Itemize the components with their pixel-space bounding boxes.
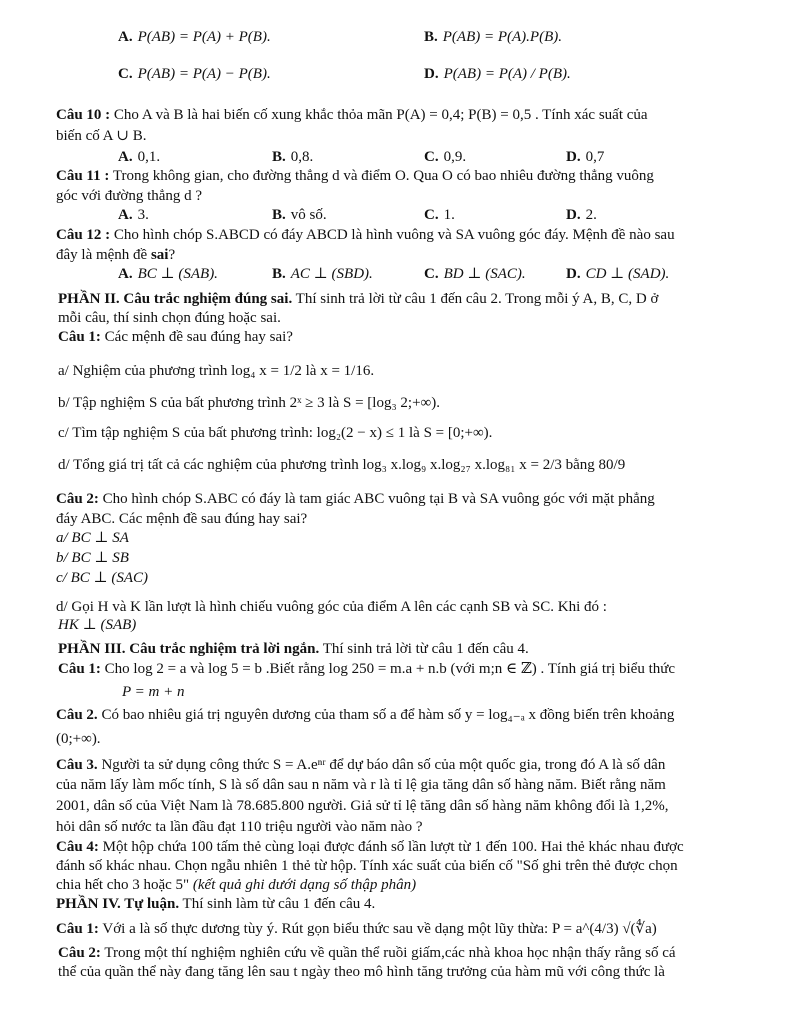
part3-q4-note: (kết quả ghi dưới dạng số thập phân) xyxy=(192,877,417,893)
question-text: Trong một thí nghiệm nghiên cứu về quần thể ruồi giấm,các nhà khoa học nhận thấy rằng số cá xyxy=(100,945,676,961)
option-text: 0,9. xyxy=(443,149,467,165)
option-text: 0,1. xyxy=(137,149,161,165)
question-label: Câu 2: xyxy=(58,945,101,961)
part4-heading: PHẦN IV. Tự luận. xyxy=(56,896,180,912)
part4-q1 xyxy=(56,920,657,939)
q11-line2: góc với đường thẳng d ? xyxy=(56,188,203,204)
part4-q2-line1 xyxy=(58,944,676,963)
part3-q3-line2: của năm lấy làm mốc tính, S là số dân sau n năm và r là tỉ lệ gia tăng dân số hàng năm. Biết rằng năm xyxy=(56,777,666,793)
option-text: 1. xyxy=(443,207,455,223)
q11-option-b xyxy=(272,206,327,225)
q12-option-c xyxy=(424,265,526,284)
part3-q3-line1 xyxy=(56,756,665,775)
part2-q2a: a/ BC ⊥ SA xyxy=(56,530,129,546)
question-text: Cho log 2 = a và log 5 = b .Biết rằng log 250 = m.a + n.b (với m;n ∈ ℤ) . Tính giá trị biểu thức xyxy=(100,661,676,677)
question-label: Câu 11 : xyxy=(56,168,110,184)
q11-option-a xyxy=(118,206,149,225)
option-text: 2. xyxy=(585,207,597,223)
part3-q4-line3-text: chia hết cho 3 hoặc 5" xyxy=(56,877,193,893)
option-text: P(AB) = P(A) − P(B). xyxy=(137,66,271,82)
option-key: A. xyxy=(118,29,133,45)
q11-option-c xyxy=(424,206,455,225)
part2-q2b: b/ BC ⊥ SB xyxy=(56,550,129,566)
option-text: P(AB) = P(A) + P(B). xyxy=(137,29,271,45)
part3-q1-line2: P = m + n xyxy=(122,684,185,700)
option-text: CD ⊥ (SAD). xyxy=(585,266,670,282)
part3-q1-line1 xyxy=(58,660,675,679)
q12-line2-pre: đây là mệnh đề xyxy=(56,247,151,263)
part3-q4-line3 xyxy=(56,876,416,895)
part4-q2-line2: thể của quần thể này đang tăng lên sau t ngày theo mô hình tăng trưởng của hàm mũ với công thức là xyxy=(58,964,665,980)
q12-option-a xyxy=(118,265,218,284)
option-key: A. xyxy=(118,149,133,165)
q9-option-b xyxy=(424,28,562,47)
option-text: vô số. xyxy=(290,207,327,223)
q10-option-a xyxy=(118,148,160,167)
part2-q1c: c/ Tìm tập nghiệm S của bất phương trình: log₂(2 − x) ≤ 1 là S = [0;+∞). xyxy=(58,425,493,441)
option-text: 3. xyxy=(137,207,149,223)
q11-option-d xyxy=(566,206,597,225)
option-key: C. xyxy=(424,149,439,165)
question-label: Câu 12 : xyxy=(56,227,111,243)
q11-line1 xyxy=(56,167,654,186)
q12-line2-bold: sai xyxy=(150,247,169,263)
question-label: Câu 2. xyxy=(56,707,98,723)
part2-q1a: a/ Nghiệm của phương trình log₄ x = 1/2 là x = 1/16. xyxy=(58,363,375,379)
question-label: Câu 4: xyxy=(56,839,99,855)
part2-q2d: d/ Gọi H và K lần lượt là hình chiếu vuông góc của điểm A lên các cạnh SB và SC. Khi đó : xyxy=(56,599,607,615)
part2-q2c: c/ BC ⊥ (SAC) xyxy=(56,570,149,586)
part2-intro: Thí sinh trả lời từ câu 1 đến câu 2. Trong mỗi ý A, B, C, D ở xyxy=(292,291,659,307)
q12-line2 xyxy=(56,246,175,265)
part3-q3-line3: 2001, dân số của Việt Nam là 78.685.800 người. Giả sử tỉ lệ tăng dân số hàng năm không đổi là 1,2%, xyxy=(56,798,669,814)
option-key: A. xyxy=(118,207,133,223)
part2-heading-line xyxy=(58,290,658,309)
option-text: BD ⊥ (SAC). xyxy=(443,266,526,282)
part3-heading: PHẦN III. Câu trắc nghiệm trả lời ngắn. xyxy=(58,641,320,657)
part3-q4-line1 xyxy=(56,838,684,857)
q9-option-d xyxy=(424,65,571,84)
option-text: AC ⊥ (SBD). xyxy=(290,266,373,282)
option-text: P(AB) = P(A) / P(B). xyxy=(443,66,571,82)
option-key: B. xyxy=(424,29,438,45)
part2-heading: PHẦN II. Câu trắc nghiệm đúng sai. xyxy=(58,291,293,307)
question-label: Câu 3. xyxy=(56,757,98,773)
option-key: C. xyxy=(424,207,439,223)
question-text: Trong không gian, cho đường thẳng d và điểm O. Qua O có bao nhiêu đường thẳng vuông xyxy=(112,168,654,184)
part3-intro: Thí sinh trả lời từ câu 1 đến câu 4. xyxy=(319,641,529,657)
part2-intro2: mỗi câu, thí sinh chọn đúng hoặc sai. xyxy=(58,310,281,326)
part4-intro: Thí sinh làm từ câu 1 đến câu 4. xyxy=(179,896,376,912)
part2-q1b: b/ Tập nghiệm S của bất phương trình 2ˣ ≥ 3 là S = [log₃ 2;+∞). xyxy=(58,395,440,411)
question-label: Câu 1: xyxy=(58,329,101,345)
question-text: Một hộp chứa 100 tấm thẻ cùng loại được đánh số lần lượt từ 1 đến 100. Hai thẻ khác nhau được xyxy=(98,839,684,855)
q10-option-c xyxy=(424,148,466,167)
q10-option-b xyxy=(272,148,313,167)
part3-q2-line2: (0;+∞). xyxy=(56,731,101,747)
q12-line1 xyxy=(56,226,675,245)
q12-option-b xyxy=(272,265,373,284)
q12-line2-post: ? xyxy=(168,247,176,263)
q12-option-d xyxy=(566,265,669,284)
option-key: D. xyxy=(566,149,581,165)
part2-q2-line1 xyxy=(56,490,655,509)
part2-q1d: d/ Tổng giá trị tất cả các nghiệm của phương trình log₃ x.log₉ x.log₂₇ x.log₈₁ x = 2/3 bằng 80/9 xyxy=(58,457,626,473)
part3-q3-line4: hỏi dân số nước ta lần đầu đạt 110 triệu người vào năm nào ? xyxy=(56,819,423,835)
option-key: B. xyxy=(272,149,286,165)
part2-q2d-math: HK ⊥ (SAB) xyxy=(58,617,137,633)
question-label: Câu 10 : xyxy=(56,107,111,123)
option-text: 0,8. xyxy=(290,149,314,165)
question-text: Cho hình chóp S.ABCD có đáy ABCD là hình vuông và SA vuông góc đáy. Mệnh đề nào sau xyxy=(113,227,675,243)
q10-line2: biến cố A ∪ B. xyxy=(56,128,147,144)
q9-option-a xyxy=(118,28,271,47)
question-text: Có bao nhiêu giá trị nguyên dương của tham số a để hàm số y = log₄₋ₐ x đồng biến trên khoảng xyxy=(97,707,675,723)
part2-q1 xyxy=(58,328,293,347)
part4-heading-line xyxy=(56,895,375,914)
q9-option-c xyxy=(118,65,271,84)
option-text: 0,7 xyxy=(585,149,605,165)
option-key: D. xyxy=(424,66,439,82)
q10-option-d xyxy=(566,148,604,167)
question-text: Với a là số thực dương tùy ý. Rút gọn biểu thức sau về dạng một lũy thừa: P = a^(4/3) √(∜a) xyxy=(98,921,657,937)
option-key: B. xyxy=(272,266,286,282)
option-key: C. xyxy=(118,66,133,82)
option-key: D. xyxy=(566,207,581,223)
part2-q2-line2: đáy ABC. Các mệnh đề sau đúng hay sai? xyxy=(56,511,308,527)
option-key: D. xyxy=(566,266,581,282)
question-label: Câu 2: xyxy=(56,491,99,507)
part3-heading-line xyxy=(58,640,529,659)
question-text: Cho hình chóp S.ABC có đáy là tam giác ABC vuông tại B và SA vuông góc với mặt phẳng xyxy=(98,491,655,507)
option-key: B. xyxy=(272,207,286,223)
part3-q4-line2: đánh số khác nhau. Chọn ngẫu nhiên 1 thẻ từ hộp. Tính xác suất của biến cố "Số ghi trên thẻ được chọn xyxy=(56,858,678,874)
question-text: Người ta sử dụng công thức S = A.eⁿʳ để dự báo dân số của một quốc gia, trong đó A là số dân xyxy=(97,757,666,773)
q10-line1 xyxy=(56,106,648,125)
question-label: Câu 1: xyxy=(56,921,99,937)
option-key: A. xyxy=(118,266,133,282)
question-text: Các mệnh đề sau đúng hay sai? xyxy=(100,329,293,345)
part3-q2-line1 xyxy=(56,706,674,725)
option-text: P(AB) = P(A).P(B). xyxy=(442,29,562,45)
question-label: Câu 1: xyxy=(58,661,101,677)
option-key: C. xyxy=(424,266,439,282)
question-text: Cho A và B là hai biến cố xung khắc thỏa mãn P(A) = 0,4; P(B) = 0,5 . Tính xác suất của xyxy=(113,107,648,123)
option-text: BC ⊥ (SAB). xyxy=(137,266,218,282)
